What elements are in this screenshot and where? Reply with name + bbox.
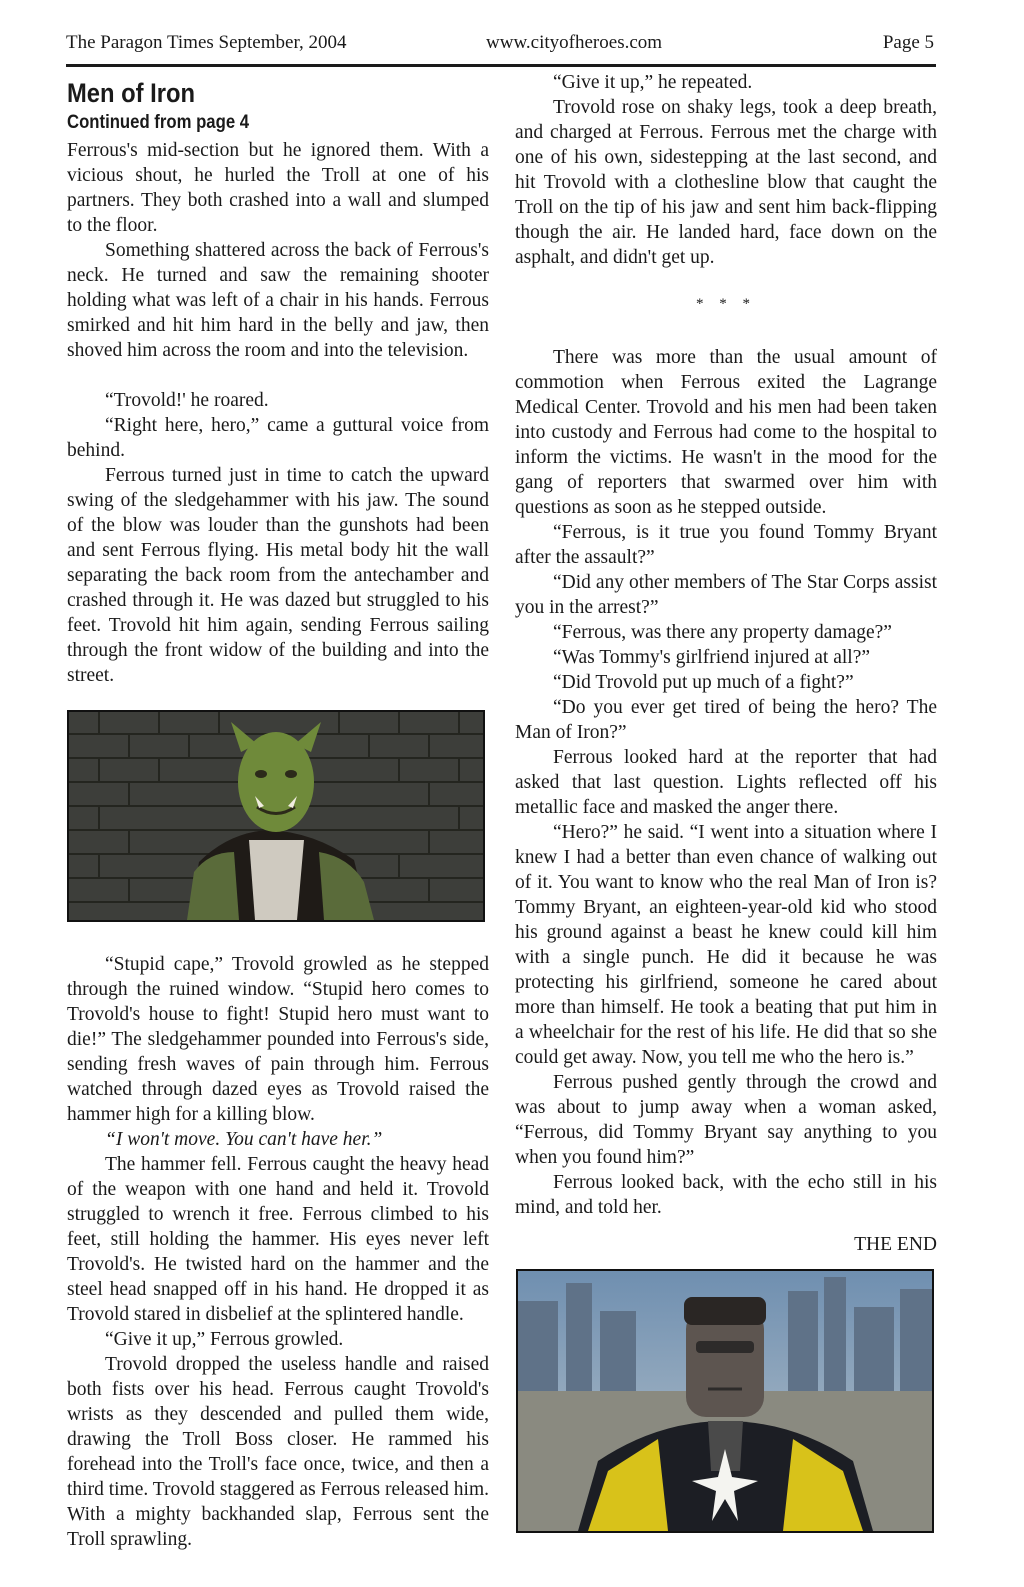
the-end-marker: THE END [854,1234,937,1255]
paragraph: There was more than the usual amount of commotion when Ferrous exited the Lagrange Medical Center. Trovold and his men had been taken into custody and Ferrous had come to the hospital to inform the victims. He wasn't in the mood for the gang of reporters that swarmed over him with questions as soon as he stepped outside. [515,347,937,518]
paragraph: “Stupid cape,” Trovold growled as he stepped through the ruined window. “Stupid hero comes to Trovold's house to fight! Stupid hero must want to die!” The sledgehammer pounded into Ferrous's side, sending fresh waves of pain through him. Ferrous watched through dazed eyes as Trovold raised the hammer high for a killing blow. [67,954,489,1125]
paragraph: “Trovold!' he roared. [105,390,269,411]
paragraph: Ferrous looked back, with the echo still in his mind, and told her. [515,1172,937,1218]
paragraph: Something shattered across the back of Ferrous's neck. He turned and saw the remaining shooter holding what was left of a chair in his hands. Ferrous smirked and hit him hard in the belly and jaw, then shoved him across the room and into the television. [67,240,489,361]
paragraph: “Did Trovold put up much of a fight?” [553,672,854,693]
paragraph: Ferrous pushed gently through the crowd and was about to jump away when a woman asked, “Ferrous, did Tommy Bryant say anything to you when you found him?” [515,1072,937,1168]
ferrous-photo [516,1269,934,1533]
paragraph: Ferrous looked hard at the reporter that had asked that last question. Lights reflected off his metallic face and masked the anger there. [515,747,937,818]
paragraph: Ferrous turned just in time to catch the upward swing of the sledgehammer with his jaw. The sound of the blow was louder than the gunshots had been and sent Ferrous flying. His metal body hit the wall separating the back room from the antechamber and crashed through it. He was dazed but struggled to his feet. Trovold hit him again, sending Ferrous sailing through the front widow of the building and into the street. [67,465,489,686]
paragraph: “Ferrous, is it true you found Tommy Bryant after the assault?” [515,522,937,568]
paragraph: “Did any other members of The Star Corps assist you in the arrest?” [515,572,937,618]
website-link[interactable]: www.cityofheroes.com [486,32,663,53]
paragraph: “Give it up,” Ferrous growled. [105,1329,344,1350]
paragraph: Trovold rose on shaky legs, took a deep breath, and charged at Ferrous. Ferrous met the charge with one of his own, sidestepping at the last second, and hit Trovold with a clothesline blow that caught the Troll on the tip of his jaw and sent him back-flipping though the air. He landed hard, face down on the asphalt, and didn't get up. [515,97,937,268]
paragraph: “Do you ever get tired of being the hero? The Man of Iron?” [515,697,937,743]
publication-date: The Paragon Times September, 2004 [66,32,347,53]
paragraph: “Give it up,” he repeated. [553,72,753,93]
page-header [66,32,936,62]
paragraph: Trovold dropped the useless handle and raised both fists over his head. Ferrous caught Trovold's wrists as they descended and pulled them wide, drawing the Troll Boss closer. He rammed his forehead into the Troll's face once, twice, and then a third time. Trovold staggered as Ferrous released him. With a mighty backhanded slap, Ferrous sent the Troll sprawling. [67,1354,489,1550]
paragraph: “Was Tommy's girlfriend injured at all?” [553,647,870,668]
paragraph: Ferrous's mid-section but he ignored them. With a vicious shout, he hurled the Troll at one of his partners. They both crashed into a wall and slumped to the floor. [67,140,489,236]
article-title: Men of Iron [67,78,196,108]
page-number: Page 5 [882,32,934,53]
header-divider [66,64,936,67]
section-separator: * * * [696,296,756,312]
paragraph-italic-text: “I won't move. You can't have her.” [105,1129,383,1150]
paragraph: “Hero?” he said. “I went into a situation where I knew I had a better than even chance of walking out of it. You want to know who the real Man of Iron is? Tommy Bryant, an eighteen-year-old kid who stood his ground against a beast he knew could kill him with a single punch. He did it because he was protecting his girlfriend, someone he cared about more than himself. He took a beating that put him in a wheelchair for the rest of his life. He did that so she could get away. Now, you tell me who the hero is.” [515,822,937,1068]
troll-photo [67,710,485,922]
continued-notice: Continued from page 4 [67,112,250,133]
paragraph: The hammer fell. Ferrous caught the heavy head of the weapon with one hand and held it. Trovold struggled to wrench it free. Ferrous climbed to his feet, still holding the hammer. His eyes never left Trovold's. He twisted hard on the hammer and the steel head snapped off in his hand. He dropped it as Trovold stared in disbelief at the splintered handle. [67,1154,489,1325]
ferrous-illustration [518,1271,932,1531]
paragraph: “Right here, hero,” came a guttural voice from behind. [67,415,489,461]
right-column [515,70,937,1533]
paragraph: “Ferrous, was there any property damage?” [553,622,892,643]
troll-illustration [69,712,483,920]
left-column [67,70,489,1552]
italic-paragraph [67,1127,489,1152]
